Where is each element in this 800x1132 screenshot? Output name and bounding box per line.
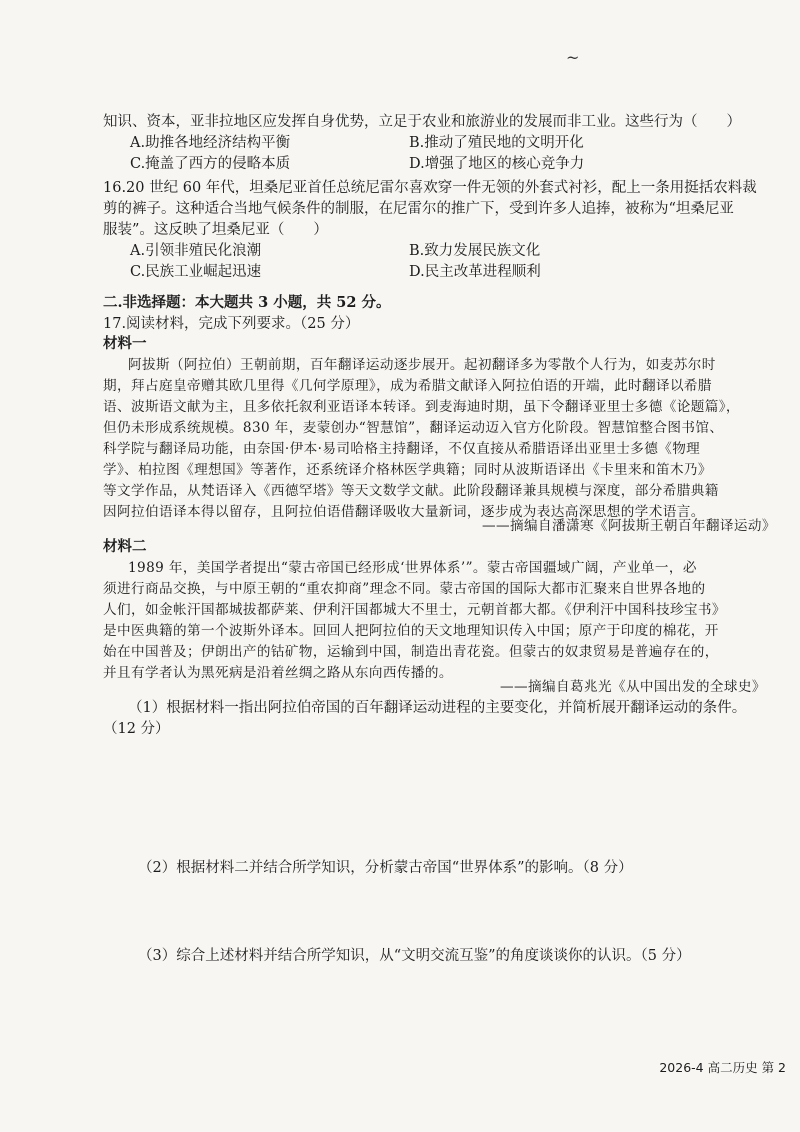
stamp-mark: ~ xyxy=(566,48,580,67)
question-1-score: （12 分） xyxy=(103,721,170,737)
material2-label: 材料二 xyxy=(103,538,147,555)
q16-stem-line2: 剪的裤子。这种适合当地气候条件的制服，在尼雷尔的推广下，受到许多人追捧，被称为“坦桑尼亚 xyxy=(103,201,734,217)
material1-line: 期，拜占庭皇帝赠其欧几里得《几何学原理》，成为希腊文献译入阿拉伯语的开端，此时翻译以希腊 xyxy=(103,378,712,394)
material2-source: ——摘编自葛兆光《从中国出发的全球史》 xyxy=(500,679,766,695)
material1-line: 等文学作品，从梵语译入《西德罕塔》等天文数学文献。此阶段翻译兼具规模与深度，部分希腊典籍 xyxy=(103,483,719,499)
q15-option-d: D.增强了地区的核心竞争力 xyxy=(409,156,585,172)
material1-line: 科学院与翻译局功能，由奈国·伊本·易司哈格主持翻译，不仅直接从希腊语译出亚里士多德《物理 xyxy=(103,441,701,457)
question-1: （1）根据材料一指出阿拉伯帝国的百年翻译运动进程的主要变化，并简析展开翻译运动的条件。 xyxy=(128,700,747,716)
material2-line: 并且有学者认为黑死病是沿着丝绸之路从东向西传播的。 xyxy=(103,665,453,681)
material2-line: 始在中国普及；伊朗出产的钴矿物，运输到中国，制造出青花瓷。但蒙古的奴隶贸易是普遍存在的， xyxy=(103,644,719,660)
material2-line: 是中医典籍的第一个波斯外译本。回回人把阿拉伯的天文地理知识传入中国；原产于印度的棉花，开 xyxy=(103,623,719,639)
material1-line: 因阿拉伯语译本得以留存，且阿拉伯语借翻译吸收大量新词，逐步成为表达高深思想的学术语言。 xyxy=(103,504,705,520)
q16-stem-line3: 服装”。这反映了坦桑尼亚（ ） xyxy=(103,222,328,238)
question-2: （2）根据材料二并结合所学知识，分析蒙古帝国“世界体系”的影响。（8 分） xyxy=(138,860,633,876)
q15-tail-text: 知识、资本，亚非拉地区应发挥自身优势，立足于农业和旅游业的发展而非工业。这些行为（ ） xyxy=(103,114,741,130)
q15-option-b: B.推动了殖民地的文明开化 xyxy=(409,135,584,151)
material2-line: 须进行商品交换，与中原王朝的“重农抑商”理念不同。蒙古帝国的国际大都市汇聚来自世界各地的 xyxy=(103,581,706,597)
page-footer: 2026-4 高二历史 第 2 xyxy=(659,1060,786,1075)
material1-line: 语、波斯语文献为主，且多依托叙利亚语译本转译。到麦海迪时期，虽下令翻译亚里士多德《论题篇》， xyxy=(103,399,740,415)
material1-line: 但仍未形成系统规模。830 年，麦蒙创办“智慧馆”，翻译运动迈入官方化阶段。智慧馆整合图书馆、 xyxy=(103,420,724,436)
material2-line: 人们，如金帐汗国都城拔都萨莱、伊利汗国都城大不里士，元朝首都大都。《伊利汗中国科技珍宝书》 xyxy=(103,602,726,618)
q16-option-d: D.民主改革进程顺利 xyxy=(409,264,541,280)
q16-stem-line1: 16.20 世纪 60 年代，坦桑尼亚首任总统尼雷尔喜欢穿一件无领的外套式衬衫，配上一条用挺括农料裁 xyxy=(103,180,757,196)
q16-option-c: C.民族工业崛起迅速 xyxy=(130,264,262,280)
section-heading: 二.非选择题：本大题共 3 小题，共 52 分。 xyxy=(103,294,391,311)
material1-source: ——摘编自潘潇寒《阿拔斯王朝百年翻译运动》 xyxy=(482,518,776,534)
q16-option-a: A.引领非殖民化浪潮 xyxy=(130,243,262,259)
material1-line: 学》、柏拉图《理想国》等著作，还系统译介格林医学典籍；同时从波斯语译出《卡里来和笛木乃》 xyxy=(103,462,712,478)
q15-option-a: A.助推各地经济结构平衡 xyxy=(130,135,291,151)
material1-line: 阿拔斯（阿拉伯）王朝前期，百年翻译运动逐步展开。起初翻译多为零散个人行为，如麦苏尔时 xyxy=(128,357,716,373)
q17-intro: 17.阅读材料，完成下列要求。（25 分） xyxy=(103,316,360,332)
q15-option-c: C.掩盖了西方的侵略本质 xyxy=(130,156,291,172)
material2-line: 1989 年，美国学者提出“蒙古帝国已经形成‘世界体系’”。蒙古帝国疆域广阔，产业单一，必 xyxy=(128,560,697,576)
material1-label: 材料一 xyxy=(103,335,147,352)
question-3: （3）综合上述材料并结合所学知识，从“文明交流互鉴”的角度谈谈你的认识。（5 分） xyxy=(138,948,691,964)
q16-option-b: B.致力发展民族文化 xyxy=(409,243,541,259)
